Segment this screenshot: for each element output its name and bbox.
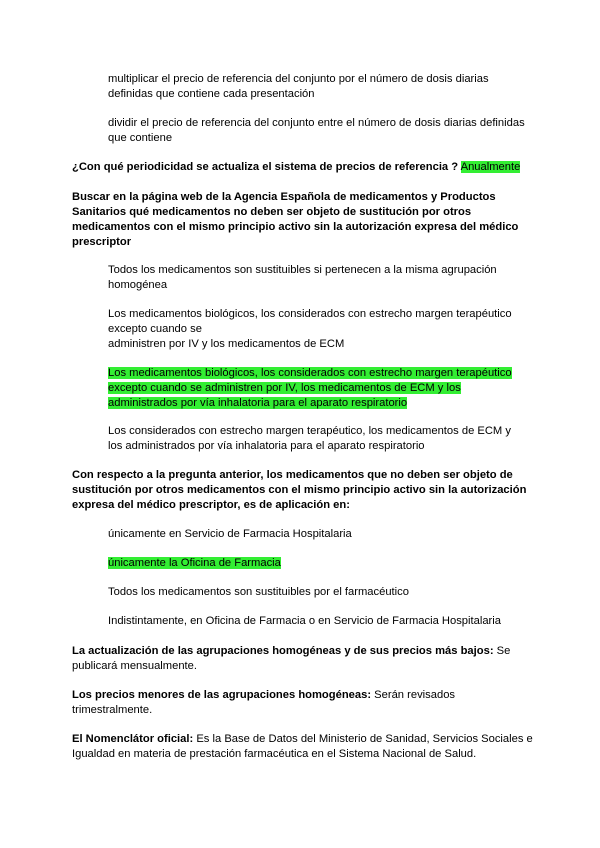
option-todos-sustituibles: Todos los medicamentos son sustituibles si pertenecen a la misma agrupación homogénea bbox=[108, 264, 497, 291]
previous-option-2: dividir el precio de referencia del conjunto entre el número de dosis diarias definidas que contiene bbox=[108, 117, 525, 144]
option-todos-farmaceutico: Todos los medicamentos son sustituibles por el farmacéutico bbox=[108, 586, 409, 598]
question-aplicacion: Con respecto a la pregunta anterior, los medicamentos que no deben ser objeto de sustitución por otros medicamentos con el mismo principio activo sin la autorización expresa del médico prescriptor, es de aplicación en: bbox=[72, 469, 527, 511]
note-label: La actualización de las agrupaciones homogéneas y de sus precios más bajos: bbox=[72, 645, 494, 657]
note-label: El Nomenclátor oficial: bbox=[72, 733, 194, 745]
previous-option-1: multiplicar el precio de referencia del conjunto por el número de dosis diarias definidas que contiene cada presentación bbox=[108, 73, 489, 100]
option-biologicos-partial: Los medicamentos biológicos, los considerados con estrecho margen terapéutico excepto cuando se administren por IV y los medicamentos de ECM bbox=[108, 308, 512, 350]
option-estrecho-margen: Los considerados con estrecho margen terapéutico, los medicamentos de ECM y los administrados por vía inhalatoria para el aparato respiratorio bbox=[108, 425, 511, 452]
note-precios-menores bbox=[72, 688, 534, 718]
note-text: Es la Base de Datos del Ministerio de Sanidad, Servicios Sociales e Igualdad en materia de prestación farmacéutica en el Sistema Nacional de Salud. bbox=[72, 733, 533, 760]
question-buscar: Buscar en la página web de la Agencia Española de medicamentos y Productos Sanitarios qué medicamentos no deben ser objeto de sustitución por otros medicamentos con el mismo principio activo sin la autorización expresa del médico prescriptor bbox=[72, 191, 519, 248]
question-periodicidad bbox=[72, 160, 534, 175]
note-text: Serán revisados trimestralmente. bbox=[72, 689, 456, 716]
question-text: ¿Con qué periodicidad se actualiza el sistema de precios de referencia ? bbox=[72, 161, 459, 173]
highlighted-answer: Anualmente bbox=[460, 161, 521, 173]
note-nomenclator bbox=[72, 732, 534, 762]
highlighted-answer: únicamente la Oficina de Farmacia bbox=[108, 557, 281, 569]
option-farmacia-hospitalaria: únicamente en Servicio de Farmacia Hospitalaria bbox=[108, 528, 352, 540]
highlighted-answer: Los medicamentos biológicos, los considerados con estrecho margen terapéutico excepto cuando se administren por IV, los medicamentos de ECM y los administrados por vía inhalatoria para el aparato respiratorio bbox=[108, 367, 512, 409]
option-biologicos-correct bbox=[108, 366, 528, 411]
note-label: Los precios menores de las agrupaciones homogéneas: bbox=[72, 689, 372, 701]
note-text: Se publicará mensualmente. bbox=[72, 645, 511, 672]
option-indistintamente: Indistintamente, en Oficina de Farmacia o en Servicio de Farmacia Hospitalaria bbox=[108, 615, 501, 627]
option-oficina-farmacia bbox=[108, 556, 528, 571]
note-actualizacion bbox=[72, 644, 534, 674]
